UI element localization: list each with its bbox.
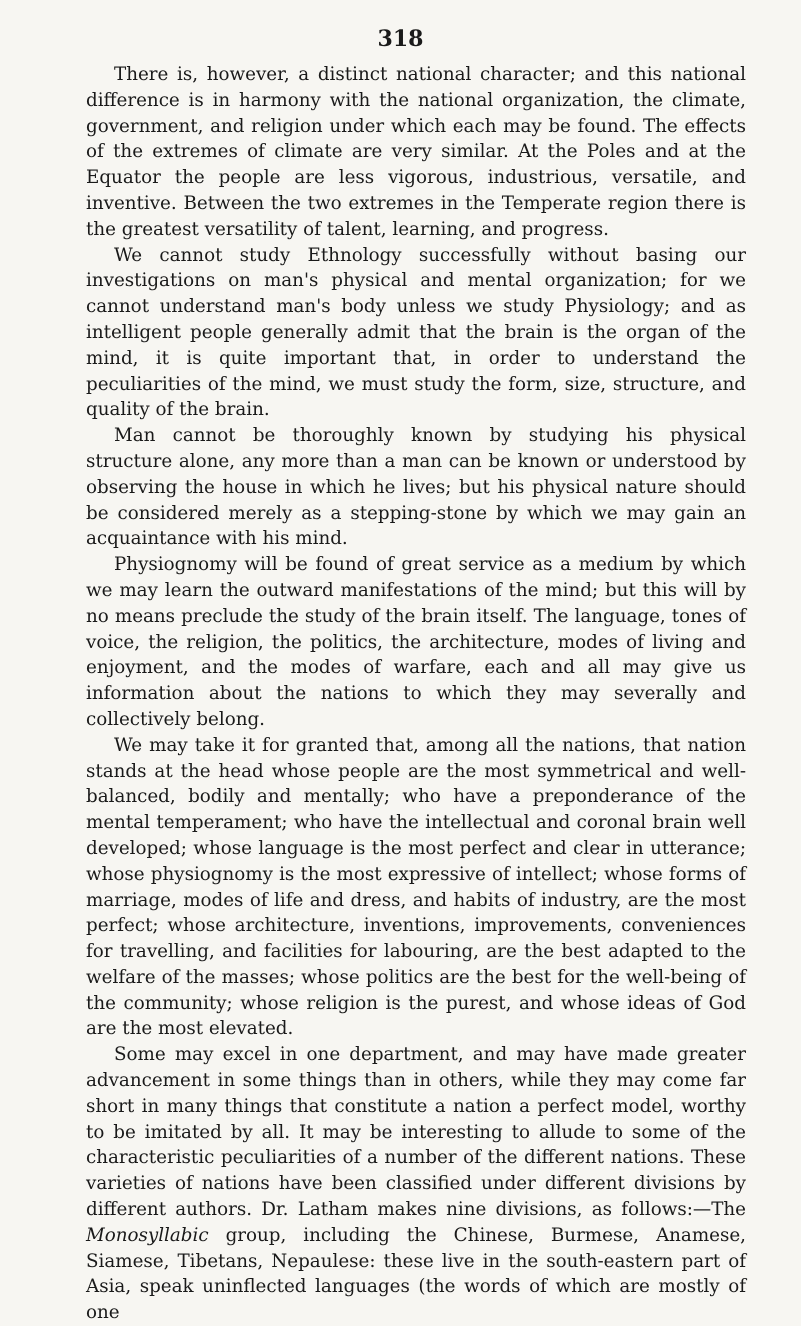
body-text bbox=[86, 62, 746, 1326]
paragraph-national-character: There is, however, a distinct national character; and this national difference is in harmony with the national organization, the climate, government, and religion under which each may be found. The effects of the extremes of climate are very similar. At the Poles and at the Equator the people are less vigorous, industrious, versatile, and inventive. Between the two extremes in the Temperate region there is the greatest versatility of talent, learning, and progress. bbox=[86, 64, 746, 240]
classification-text-start: Some may excel in one department, and may have made greater advancement in some things than in others, while they may come far short in many things that constitute a nation a perfect model, worthy to be imitated by all. It may be interesting to allude to some of the characteristic peculiarities of a number of the different nations. These varieties of nations have been classified under different divisions by different authors. Dr. Latham makes nine divisions, as follows:—The bbox=[86, 1044, 746, 1221]
paragraph-classification bbox=[86, 1042, 746, 1326]
paragraph-physiognomy: Physiognomy will be found of great service as a medium by which we may learn the outward manifestations of the mind; but this will by no means preclude the study of the brain itself. The language, tones of voice, the religion, the politics, the architecture, modes of living and enjoyment, and the modes of warfare, each and all may give us information about the nations to which they may severally and collectively belong. bbox=[86, 554, 746, 730]
paragraph-ethnology: We cannot study Ethnology successfully without basing our investigations on man's physical and mental organization; for we cannot understand man's body unless we study Physiology; and as intelligent people generally admit that the brain is the organ of the mind, it is quite important that, in order to understand the peculiarities of the mind, we must study the form, size, structure, and quality of the brain. bbox=[86, 244, 746, 421]
monosyllabic-term: Monosyllabic bbox=[86, 1224, 209, 1246]
classification-text-end: group, including the Chinese, Burmese, Anamese, Siamese, Tibetans, Nepaulese: these live in the south-eastern part of Asia, speak uninflected languages (the words of which are mostly of one bbox=[86, 1224, 746, 1324]
paragraph-physical-structure: Man cannot be thoroughly known by studying his physical structure alone, any more than a man can be known or understood by observing the house in which he lives; but his physical nature should be considered merely as a stepping-stone by which we may gain an acquaintance with his mind. bbox=[86, 425, 746, 550]
page-number: 318 bbox=[377, 26, 424, 52]
paragraph-leading-nation: We may take it for granted that, among all the nations, that nation stands at the head whose people are the most symmetrical and well-balanced, bodily and mentally; who have a preponderance of the mental temperament; who have the intellectual and coronal brain well developed; whose language is the most perfect and clear in utterance; whose physiognomy is the most expressive of intellect; whose forms of marriage, modes of life and dress, and habits of industry, are the most perfect; whose architecture, inventions, improvements, conveniences for travelling, and facilities for labouring, are the best adapted to the welfare of the masses; whose politics are the best for the well-being of the community; whose religion is the purest, and whose ideas of God are the most elevated. bbox=[86, 734, 746, 1040]
